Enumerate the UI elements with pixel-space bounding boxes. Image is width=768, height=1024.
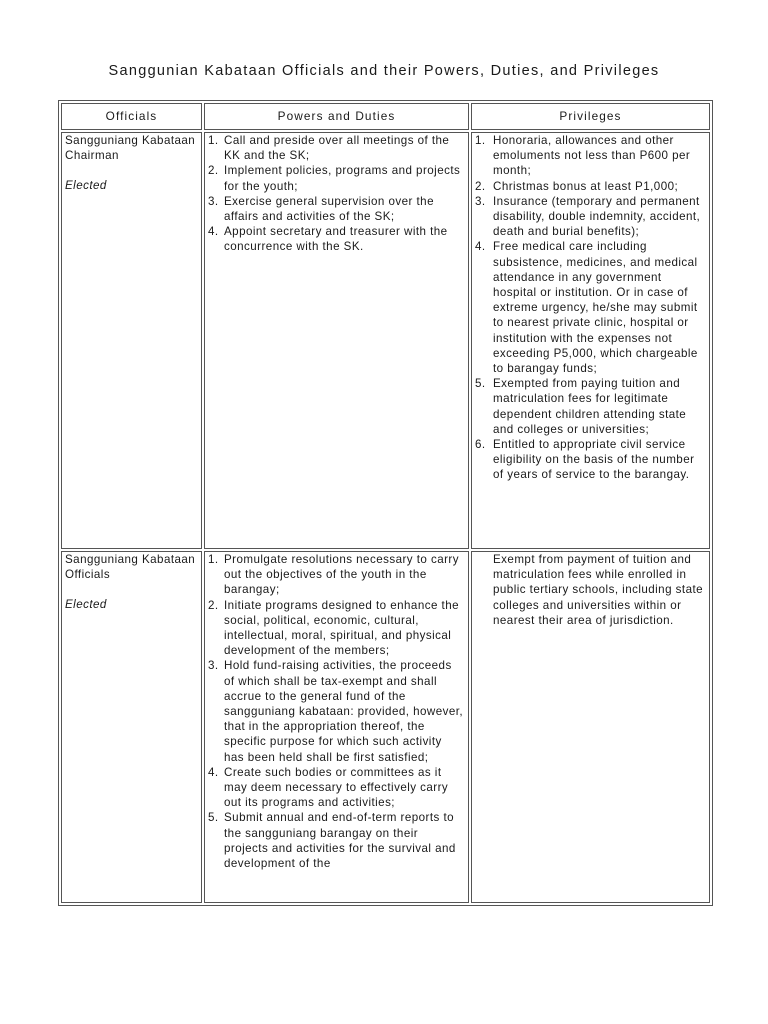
list-item: 2. Christmas bonus at least P1,000; xyxy=(475,179,679,193)
list-item: 2. Implement policies, programs and projects for the youth; xyxy=(208,164,461,193)
list-item: 6. Entitled to appropriate civil service eligibility on the basis of the number of years of service to the barangay. xyxy=(475,438,695,482)
officials-table xyxy=(58,100,713,906)
list-item: 5. Exempted from paying tuition and matriculation fees for legitimate dependent children attending state and colleges or universities; xyxy=(475,377,687,436)
privileges-cell xyxy=(471,132,710,549)
header-powers-duties: Powers and Duties xyxy=(204,103,469,130)
official-name: Sangguniang Kabataan Chairman xyxy=(65,134,196,163)
privileges-list xyxy=(475,133,706,483)
powers-cell xyxy=(204,132,469,549)
header-privileges: Privileges xyxy=(471,103,710,130)
list-item: 4. Free medical care including subsistence, medicines, and medical attendance in any government hospital or institution. Or in case of extreme urgency, he/she may submit to nearest private clinic, hospital or institution with the expenses not exceeding P5,000, which chargeable to barangay funds; xyxy=(475,240,698,376)
list-item: 2. Initiate programs designed to enhance the social, political, economic, cultural, intellectual, moral, spiritual, and physical development of the members; xyxy=(208,598,460,658)
official-cell xyxy=(61,551,202,903)
powers-list xyxy=(208,133,465,255)
official-type: Elected xyxy=(65,179,107,193)
table-row-officials xyxy=(61,551,710,903)
list-item: 3. Insurance (temporary and permanent disability, double indemnity, accident, death and burial benefits); xyxy=(475,194,701,239)
header-officials: Officials xyxy=(61,103,202,130)
table-header-row xyxy=(61,103,710,130)
list-item: 1. Call and preside over all meetings of the KK and the SK; xyxy=(208,134,450,163)
powers-list xyxy=(208,552,465,871)
list-item: 1. Promulgate resolutions necessary to carry out the objectives of the youth in the barangay; xyxy=(208,553,459,597)
list-item: 4. Appoint secretary and treasurer with the concurrence with the SK. xyxy=(208,225,448,254)
list-item: 5. Submit annual and end-of-term reports to the sangguniang barangay on their projects and activities for the survival and development of the xyxy=(208,811,456,871)
list-item: 3. Hold fund-raising activities, the proceeds of which shall be tax-exempt and shall accrue to the general fund of the sangguniang kabataan: provided, however, that in the appropriation thereof, the specific purpose for which such activity has been held shall be first satisfied; xyxy=(208,659,464,764)
privileges-cell xyxy=(471,551,710,903)
list-item: 3. Exercise general supervision over the affairs and activities of the SK; xyxy=(208,194,434,224)
document-title: Sanggunian Kabataan Officials and their Powers, Duties, and Privileges xyxy=(108,63,660,79)
official-type: Elected xyxy=(65,598,107,612)
powers-cell xyxy=(204,551,469,903)
list-item: 4. Create such bodies or committees as it may deem necessary to effectively carry out its programs and activities; xyxy=(208,765,449,810)
privileges-text: Exempt from payment of tuition and matriculation fees while enrolled in public tertiary schools, including state colleges and universities within or nearest their area of jurisdiction. xyxy=(493,553,704,627)
list-item: 1. Honoraria, allowances and other emoluments not less than P600 per month; xyxy=(475,134,691,178)
official-name: Sangguniang Kabataan Officials xyxy=(65,553,196,582)
official-cell xyxy=(61,132,202,549)
table-row-chairman xyxy=(61,132,710,549)
